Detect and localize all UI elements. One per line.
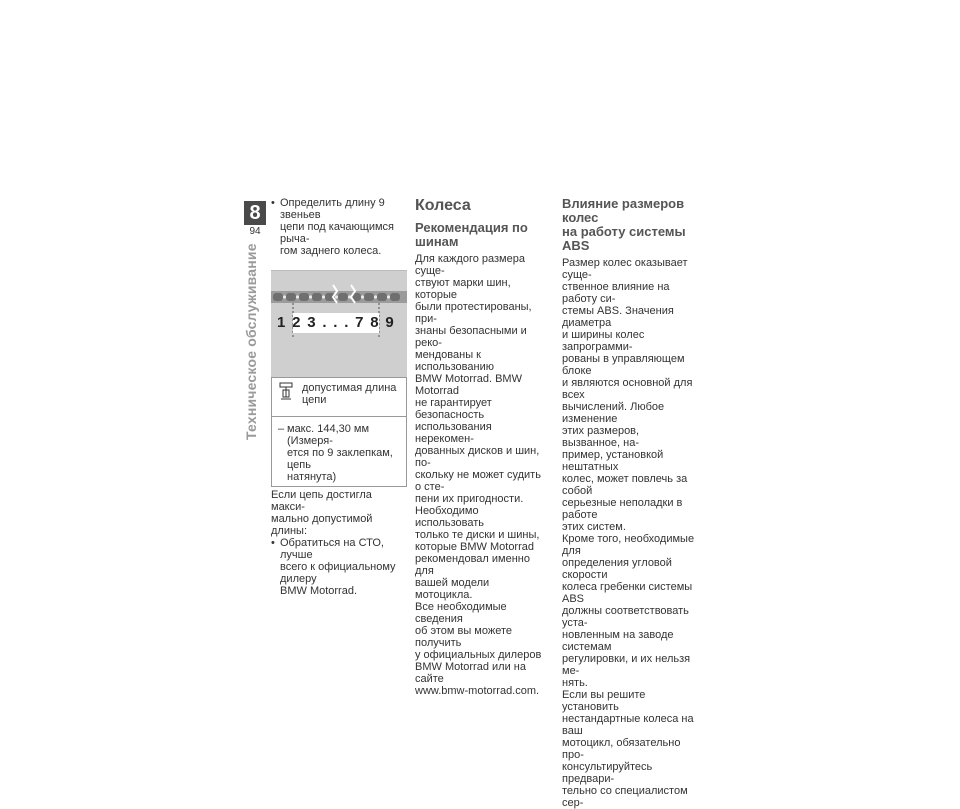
- bullet-contact-service: [271, 537, 407, 597]
- column-left: [271, 197, 407, 597]
- section-heading-wheels: Колеса: [415, 197, 471, 214]
- legend-value-row: [272, 423, 406, 483]
- figure-label-text: 1 2 3 . . . 7 8 9: [277, 314, 395, 331]
- column-middle: [415, 197, 549, 697]
- page-number: 94: [249, 226, 261, 237]
- measurement-icon: [278, 382, 296, 400]
- column-right: [562, 197, 700, 809]
- dash-marker: –: [278, 423, 285, 435]
- legend-title: допустимая длина цепи: [302, 382, 397, 406]
- chain-length-table: [271, 377, 407, 487]
- bullet-text: • Определить длину 9 звеньев цепи под качающимся рыча- гом заднего колеса.: [280, 197, 395, 257]
- bullet-text: • Обратиться на СТО, лучше всего к официальному дилеру BMW Motorrad.: [280, 537, 396, 597]
- chain-limit-paragraph: Если цепь достигла макси- мально допустимой длины:: [271, 489, 373, 537]
- legend-divider: [272, 416, 406, 417]
- chain-figure: [271, 270, 407, 377]
- tyre-recommendation-text: Для каждого размера суще- ствуют марки шин, которые были протестированы, при- знаны безопасными и реко- мендованы к использованию BMW Motorrad. BMW Motorrad не гарантирует безопасность использования нерекомен- дованных дисков и шин, по- скольку не может судить о сте- пени их пригодности. Необходимо использовать только те диски и шины, которые BMW Motorrad рекомендовал именно для вашей модели мотоцикла. Все необходимые сведения об этом вы можете получить у официальных дилеров BMW Motorrad или на сайте www.bmw-motorrad.com.: [415, 253, 542, 697]
- abs-wheel-size-text: Размер колес оказывает суще- ственное влияние на работу си- стемы ABS. Значения диаметра и ширины колес запрограмми- рованы в управляющем блоке и являются основной для всех вычислений. Любое изменение этих размеров, вызванное, на- пример, установкой нештатных колес, может повлечь за собой серьезные неполадки в работе этих систем. Кроме того, необходимые для определения угловой скорости колеса гребенки системы ABS должны соответствовать уста- новленным на заводе системам регулировки, и их нельзя ме- нять. Если вы решите установить нестандартные колеса на ваш мотоцикл, обязательно про- консультируйтесь предвари- тельно со специалистом сер-: [562, 257, 695, 809]
- legend-header-row: [272, 382, 406, 406]
- chain-figure-label: [277, 313, 395, 333]
- chapter-number-badge: 8: [244, 201, 266, 225]
- subheading-abs-wheel-size: Влияние размеров колес на работу системы ABS: [562, 196, 686, 253]
- bullet-measure-chain: [271, 197, 407, 257]
- legend-value: макс. 144,30 мм (Измеря- ется по 9 заклепкам, цепь натянута): [287, 423, 393, 483]
- chapter-side-title: Техническое обслуживание: [243, 243, 259, 440]
- subheading-tyre-recommendation: Рекомендация по шинам: [415, 220, 528, 249]
